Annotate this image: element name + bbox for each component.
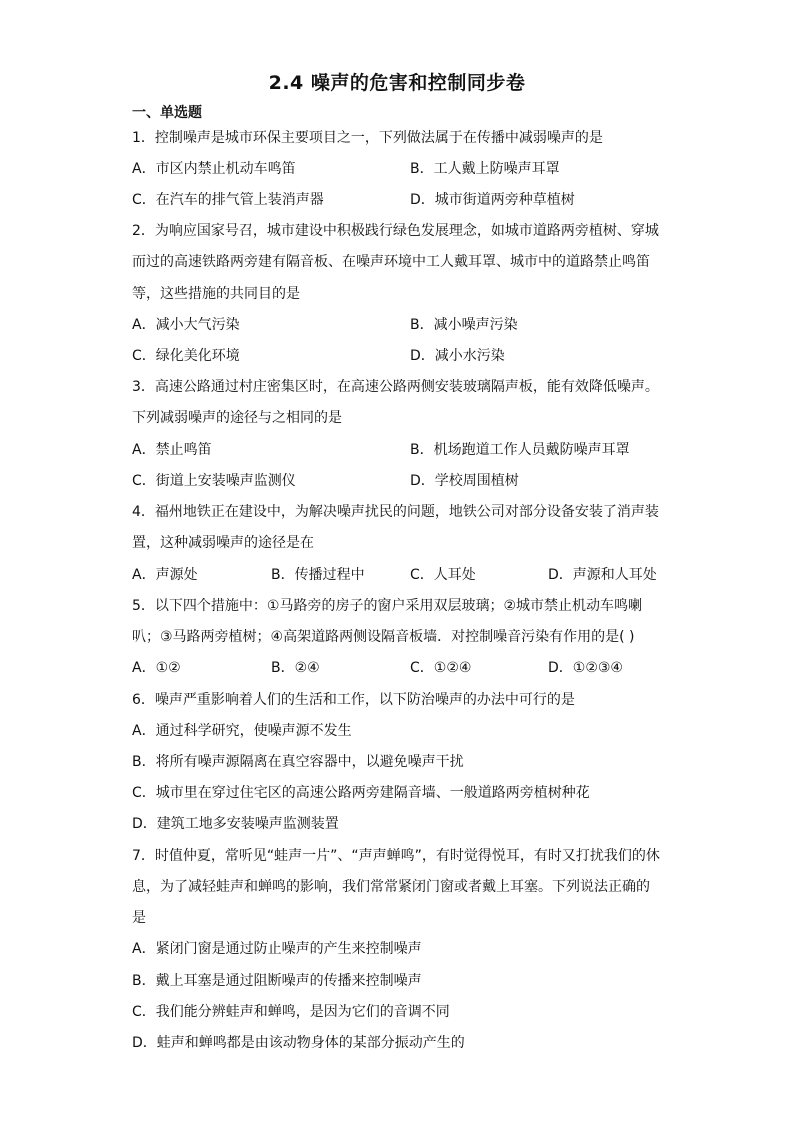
q1-option-b: B．工人戴上防噪声耳罩 (410, 161, 560, 177)
page-title: 2.4 噪声的危害和控制同步卷 (268, 72, 526, 94)
section-heading: 一、单选题 (132, 105, 202, 121)
q3-option-a: A．禁止鸣笛 (132, 442, 212, 458)
q6-option-b: B．将所有噪声源隔离在真空容器中，以避免噪声干扰 (132, 754, 464, 770)
question-5-stem-line-2: 叭；③马路两旁植树；④高架道路两侧设隔音板墙．对控制噪音污染有作用的是( ) (132, 629, 635, 645)
q6-option-c: C．城市里在穿过住宅区的高速公路两旁建隔音墙、一般道路两旁植树种花 (132, 785, 590, 801)
q1-option-d: D．城市街道两旁种草植树 (410, 192, 575, 208)
q3-option-d: D．学校周围植树 (410, 473, 519, 489)
q5-option-a: A．①② (132, 660, 181, 676)
question-7-stem-line-2: 息，为了减轻蛙声和蝉鸣的影响，我们常常紧闭门窗或者戴上耳塞。下列说法正确的 (132, 879, 650, 895)
q6-option-d: D．建筑工地多安装噪声监测装置 (132, 816, 339, 832)
q6-option-a: A．通过科学研究，使噪声源不发生 (132, 723, 352, 739)
question-4-stem-line-2: 置，这种减弱噪声的途径是在 (132, 535, 314, 551)
q7-option-a: A．紧闭门窗是通过防止噪声的产生来控制噪声 (132, 941, 422, 957)
question-2-stem-line-1: 2．为响应国家号召，城市建设中积极践行绿色发展理念，如城市道路两旁植树、穿城 (132, 223, 659, 239)
q1-option-c: C．在汽车的排气管上装消声器 (132, 192, 324, 208)
q3-option-c: C．街道上安装噪声监测仪 (132, 473, 296, 489)
q4-option-a: A．声源处 (132, 567, 198, 583)
q5-option-d: D．①②③④ (548, 660, 623, 676)
q4-option-b: B．传播过程中 (271, 567, 365, 583)
q5-option-b: B．②④ (271, 660, 320, 676)
q4-option-c: C．人耳处 (410, 567, 476, 583)
q7-option-c: C．我们能分辨蛙声和蝉鸣，是因为它们的音调不同 (132, 1004, 450, 1020)
q5-option-c: C．①②④ (410, 660, 472, 676)
question-2-stem-line-3: 等，这些措施的共同目的是 (132, 286, 300, 302)
question-1-stem: 1．控制噪声是城市环保主要项目之一，下列做法属于在传播中减弱噪声的是 (132, 130, 603, 146)
q7-option-b: B．戴上耳塞是通过阻断噪声的传播来控制噪声 (132, 973, 422, 989)
question-4-stem-line-1: 4．福州地铁正在建设中，为解决噪声扰民的问题，地铁公司对部分设备安装了消声装 (132, 504, 659, 520)
question-3-stem-line-2: 下列减弱噪声的途径与之相同的是 (132, 410, 342, 426)
question-3-stem-line-1: 3．高速公路通过村庄密集区时，在高速公路两侧安装玻璃隔声板，能有效降低噪声。 (132, 379, 659, 395)
q3-option-b: B．机场跑道工作人员戴防噪声耳罩 (410, 442, 630, 458)
q2-option-c: C．绿化美化环境 (132, 348, 240, 364)
question-5-stem-line-1: 5．以下四个措施中：①马路旁的房子的窗户采用双层玻璃；②城市禁止机动车鸣喇 (132, 598, 643, 614)
question-6-stem: 6．噪声严重影响着人们的生活和工作，以下防治噪声的办法中可行的是 (132, 692, 575, 708)
q2-option-d: D．减小水污染 (410, 348, 505, 364)
question-7-stem-line-1: 7．时值仲夏，常听见“蛙声一片”、“声声蝉鸣”，有时觉得悦耳，有时又打扰我们的休 (132, 848, 660, 864)
q2-option-a: A．减小大气污染 (132, 317, 240, 333)
q2-option-b: B．减小噪声污染 (410, 317, 518, 333)
question-7-stem-line-3: 是 (132, 910, 146, 926)
q7-option-d: D．蛙声和蝉鸣都是由该动物身体的某部分振动产生的 (132, 1035, 465, 1051)
question-2-stem-line-2: 而过的高速铁路两旁建有隔音板、在噪声环境中工人戴耳罩、城市中的道路禁止鸣笛 (132, 254, 650, 270)
q4-option-d: D．声源和人耳处 (548, 567, 657, 583)
q1-option-a: A．市区内禁止机动车鸣笛 (132, 161, 296, 177)
